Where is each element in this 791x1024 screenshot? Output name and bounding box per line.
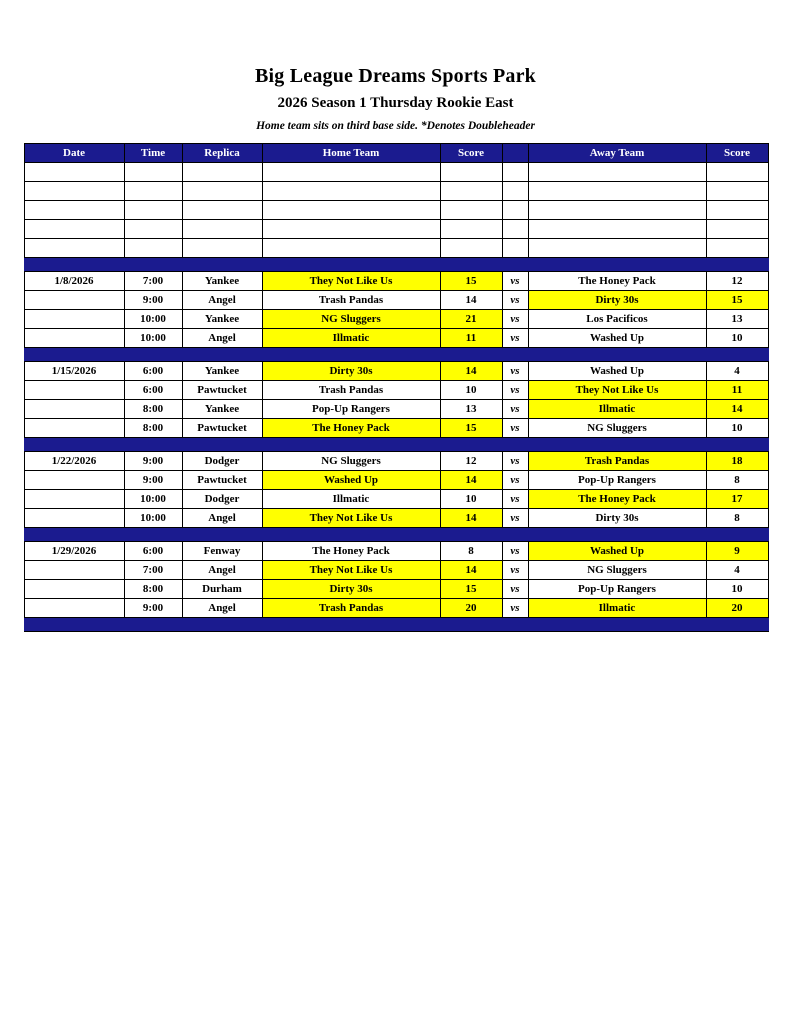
blank-cell xyxy=(24,200,124,219)
cell-away-score: 17 xyxy=(706,489,768,508)
cell-home-team: Washed Up xyxy=(262,470,440,489)
cell-home-score: 13 xyxy=(440,399,502,418)
cell-away-score: 10 xyxy=(706,328,768,347)
table-row xyxy=(24,418,768,437)
cell-replica: Dodger xyxy=(182,489,262,508)
cell-away-score: 8 xyxy=(706,508,768,527)
blank-cell xyxy=(124,200,182,219)
cell-vs: vs xyxy=(502,508,528,527)
cell-replica: Pawtucket xyxy=(182,470,262,489)
table-row xyxy=(24,451,768,470)
cell-time: 7:00 xyxy=(124,271,182,290)
cell-time: 6:00 xyxy=(124,361,182,380)
blank-cell xyxy=(706,200,768,219)
cell-date xyxy=(24,399,124,418)
cell-time: 7:00 xyxy=(124,560,182,579)
cell-vs: vs xyxy=(502,451,528,470)
separator-band xyxy=(24,437,768,451)
blank-cell xyxy=(440,219,502,238)
cell-vs: vs xyxy=(502,541,528,560)
cell-replica: Yankee xyxy=(182,399,262,418)
cell-home-score: 14 xyxy=(440,508,502,527)
blank-cell xyxy=(528,238,706,257)
header-row xyxy=(24,143,768,162)
cell-home-team: Trash Pandas xyxy=(262,598,440,617)
cell-date: 1/29/2026 xyxy=(24,541,124,560)
cell-away-score: 8 xyxy=(706,470,768,489)
blank-cell xyxy=(262,181,440,200)
blank-row xyxy=(24,181,768,200)
table-row xyxy=(24,399,768,418)
cell-home-score: 14 xyxy=(440,290,502,309)
blank-cell xyxy=(124,162,182,181)
blank-cell xyxy=(706,162,768,181)
cell-date xyxy=(24,579,124,598)
cell-home-team: NG Sluggers xyxy=(262,451,440,470)
cell-date xyxy=(24,560,124,579)
blank-cell xyxy=(528,219,706,238)
cell-date xyxy=(24,309,124,328)
separator-band xyxy=(24,347,768,361)
cell-home-score: 11 xyxy=(440,328,502,347)
page-subtitle: 2026 Season 1 Thursday Rookie East xyxy=(277,95,514,111)
table-row xyxy=(24,380,768,399)
cell-away-score: 9 xyxy=(706,541,768,560)
table-row xyxy=(24,598,768,617)
cell-time: 8:00 xyxy=(124,418,182,437)
column-header-date: Date xyxy=(24,143,124,162)
cell-home-score: 8 xyxy=(440,541,502,560)
cell-away-team: NG Sluggers xyxy=(528,560,706,579)
cell-away-team: Illmatic xyxy=(528,598,706,617)
table-row xyxy=(24,560,768,579)
cell-vs: vs xyxy=(502,598,528,617)
blank-cell xyxy=(706,238,768,257)
column-header-replica: Replica xyxy=(182,143,262,162)
blank-cell xyxy=(182,238,262,257)
cell-date xyxy=(24,380,124,399)
cell-away-team: The Honey Pack xyxy=(528,271,706,290)
cell-away-score: 20 xyxy=(706,598,768,617)
cell-home-team: Illmatic xyxy=(262,328,440,347)
group-separator xyxy=(24,347,768,361)
separator-band xyxy=(24,617,768,631)
cell-away-score: 18 xyxy=(706,451,768,470)
cell-home-team: They Not Like Us xyxy=(262,271,440,290)
cell-away-score: 10 xyxy=(706,418,768,437)
blank-row xyxy=(24,219,768,238)
cell-home-team: They Not Like Us xyxy=(262,560,440,579)
cell-time: 10:00 xyxy=(124,309,182,328)
blank-cell xyxy=(706,181,768,200)
cell-home-team: The Honey Pack xyxy=(262,418,440,437)
cell-vs: vs xyxy=(502,470,528,489)
blank-cell xyxy=(24,181,124,200)
cell-date: 1/8/2026 xyxy=(24,271,124,290)
cell-home-team: They Not Like Us xyxy=(262,508,440,527)
cell-away-team: They Not Like Us xyxy=(528,380,706,399)
cell-replica: Dodger xyxy=(182,451,262,470)
column-header-home-team: Home Team xyxy=(262,143,440,162)
blank-row xyxy=(24,162,768,181)
cell-away-score: 4 xyxy=(706,560,768,579)
table-row xyxy=(24,271,768,290)
cell-time: 9:00 xyxy=(124,598,182,617)
blank-cell xyxy=(706,219,768,238)
group-separator xyxy=(24,257,768,271)
cell-time: 10:00 xyxy=(124,489,182,508)
cell-replica: Angel xyxy=(182,328,262,347)
cell-replica: Yankee xyxy=(182,271,262,290)
cell-vs: vs xyxy=(502,309,528,328)
cell-away-score: 12 xyxy=(706,271,768,290)
table-body xyxy=(24,162,768,631)
cell-vs: vs xyxy=(502,271,528,290)
blank-cell xyxy=(262,200,440,219)
cell-vs: vs xyxy=(502,361,528,380)
cell-away-score: 13 xyxy=(706,309,768,328)
group-separator xyxy=(24,617,768,631)
blank-cell xyxy=(124,219,182,238)
cell-home-team: The Honey Pack xyxy=(262,541,440,560)
cell-home-team: Trash Pandas xyxy=(262,290,440,309)
cell-date xyxy=(24,508,124,527)
cell-replica: Pawtucket xyxy=(182,418,262,437)
cell-replica: Yankee xyxy=(182,309,262,328)
blank-cell xyxy=(262,162,440,181)
blank-cell xyxy=(440,200,502,219)
cell-time: 6:00 xyxy=(124,541,182,560)
cell-replica: Angel xyxy=(182,508,262,527)
cell-date xyxy=(24,328,124,347)
blank-cell xyxy=(24,219,124,238)
blank-cell xyxy=(528,181,706,200)
table-row xyxy=(24,541,768,560)
separator-band xyxy=(24,527,768,541)
cell-home-team: Dirty 30s xyxy=(262,579,440,598)
cell-vs: vs xyxy=(502,290,528,309)
group-separator xyxy=(24,527,768,541)
cell-date xyxy=(24,290,124,309)
blank-cell xyxy=(182,181,262,200)
cell-time: 9:00 xyxy=(124,451,182,470)
cell-date xyxy=(24,470,124,489)
cell-replica: Yankee xyxy=(182,361,262,380)
blank-cell xyxy=(440,238,502,257)
cell-away-team: Illmatic xyxy=(528,399,706,418)
cell-replica: Fenway xyxy=(182,541,262,560)
cell-away-team: Dirty 30s xyxy=(528,290,706,309)
cell-away-team: Los Pacificos xyxy=(528,309,706,328)
cell-home-score: 12 xyxy=(440,451,502,470)
table-row xyxy=(24,470,768,489)
cell-away-team: Washed Up xyxy=(528,541,706,560)
column-header-away-team: Away Team xyxy=(528,143,706,162)
cell-away-team: Washed Up xyxy=(528,361,706,380)
table-row xyxy=(24,309,768,328)
column-header-time: Time xyxy=(124,143,182,162)
blank-cell xyxy=(262,238,440,257)
column-header-away-score: Score xyxy=(706,143,768,162)
blank-cell xyxy=(440,162,502,181)
page-title: Big League Dreams Sports Park xyxy=(255,65,536,87)
cell-away-score: 4 xyxy=(706,361,768,380)
blank-cell xyxy=(528,200,706,219)
cell-date xyxy=(24,598,124,617)
blank-cell xyxy=(440,181,502,200)
cell-home-score: 21 xyxy=(440,309,502,328)
blank-cell xyxy=(262,219,440,238)
column-header-vs xyxy=(502,143,528,162)
table-row xyxy=(24,508,768,527)
cell-away-team: Pop-Up Rangers xyxy=(528,470,706,489)
cell-home-team: NG Sluggers xyxy=(262,309,440,328)
blank-cell xyxy=(502,200,528,219)
cell-home-score: 15 xyxy=(440,271,502,290)
blank-cell xyxy=(502,219,528,238)
cell-replica: Durham xyxy=(182,579,262,598)
blank-cell xyxy=(182,219,262,238)
cell-date xyxy=(24,418,124,437)
cell-replica: Angel xyxy=(182,560,262,579)
cell-replica: Angel xyxy=(182,290,262,309)
group-separator xyxy=(24,437,768,451)
cell-home-team: Pop-Up Rangers xyxy=(262,399,440,418)
blank-row xyxy=(24,200,768,219)
cell-home-score: 14 xyxy=(440,361,502,380)
cell-vs: vs xyxy=(502,399,528,418)
table-row xyxy=(24,290,768,309)
cell-replica: Angel xyxy=(182,598,262,617)
cell-vs: vs xyxy=(502,579,528,598)
blank-cell xyxy=(24,238,124,257)
cell-away-score: 15 xyxy=(706,290,768,309)
column-header-home-score: Score xyxy=(440,143,502,162)
table-row xyxy=(24,489,768,508)
cell-time: 8:00 xyxy=(124,579,182,598)
cell-home-team: Trash Pandas xyxy=(262,380,440,399)
blank-cell xyxy=(182,200,262,219)
cell-away-team: NG Sluggers xyxy=(528,418,706,437)
cell-home-score: 14 xyxy=(440,560,502,579)
cell-vs: vs xyxy=(502,489,528,508)
cell-vs: vs xyxy=(502,328,528,347)
cell-time: 9:00 xyxy=(124,290,182,309)
cell-away-team: The Honey Pack xyxy=(528,489,706,508)
cell-time: 6:00 xyxy=(124,380,182,399)
page-note: Home team sits on third base side. *Denotes Doubleheader xyxy=(256,119,535,132)
cell-home-team: Illmatic xyxy=(262,489,440,508)
cell-home-team: Dirty 30s xyxy=(262,361,440,380)
cell-away-score: 10 xyxy=(706,579,768,598)
cell-home-score: 15 xyxy=(440,579,502,598)
cell-replica: Pawtucket xyxy=(182,380,262,399)
blank-cell xyxy=(24,162,124,181)
blank-cell xyxy=(124,238,182,257)
cell-time: 8:00 xyxy=(124,399,182,418)
blank-cell xyxy=(502,238,528,257)
cell-home-score: 10 xyxy=(440,489,502,508)
blank-cell xyxy=(502,181,528,200)
cell-home-score: 14 xyxy=(440,470,502,489)
blank-cell xyxy=(124,181,182,200)
table-row xyxy=(24,328,768,347)
cell-vs: vs xyxy=(502,380,528,399)
cell-vs: vs xyxy=(502,560,528,579)
table-row xyxy=(24,579,768,598)
schedule-table-wrap xyxy=(24,143,768,632)
cell-away-score: 11 xyxy=(706,380,768,399)
cell-away-team: Dirty 30s xyxy=(528,508,706,527)
cell-away-score: 14 xyxy=(706,399,768,418)
schedule-table xyxy=(24,143,769,632)
cell-date: 1/15/2026 xyxy=(24,361,124,380)
blank-row xyxy=(24,238,768,257)
cell-vs: vs xyxy=(502,418,528,437)
table-head xyxy=(24,143,768,162)
blank-cell xyxy=(528,162,706,181)
cell-time: 10:00 xyxy=(124,328,182,347)
cell-home-score: 15 xyxy=(440,418,502,437)
document-header xyxy=(0,0,791,134)
table-row xyxy=(24,361,768,380)
cell-away-team: Washed Up xyxy=(528,328,706,347)
cell-home-score: 20 xyxy=(440,598,502,617)
cell-time: 10:00 xyxy=(124,508,182,527)
cell-home-score: 10 xyxy=(440,380,502,399)
cell-date xyxy=(24,489,124,508)
blank-cell xyxy=(182,162,262,181)
separator-band xyxy=(24,257,768,271)
cell-date: 1/22/2026 xyxy=(24,451,124,470)
cell-away-team: Trash Pandas xyxy=(528,451,706,470)
cell-away-team: Pop-Up Rangers xyxy=(528,579,706,598)
cell-time: 9:00 xyxy=(124,470,182,489)
blank-cell xyxy=(502,162,528,181)
